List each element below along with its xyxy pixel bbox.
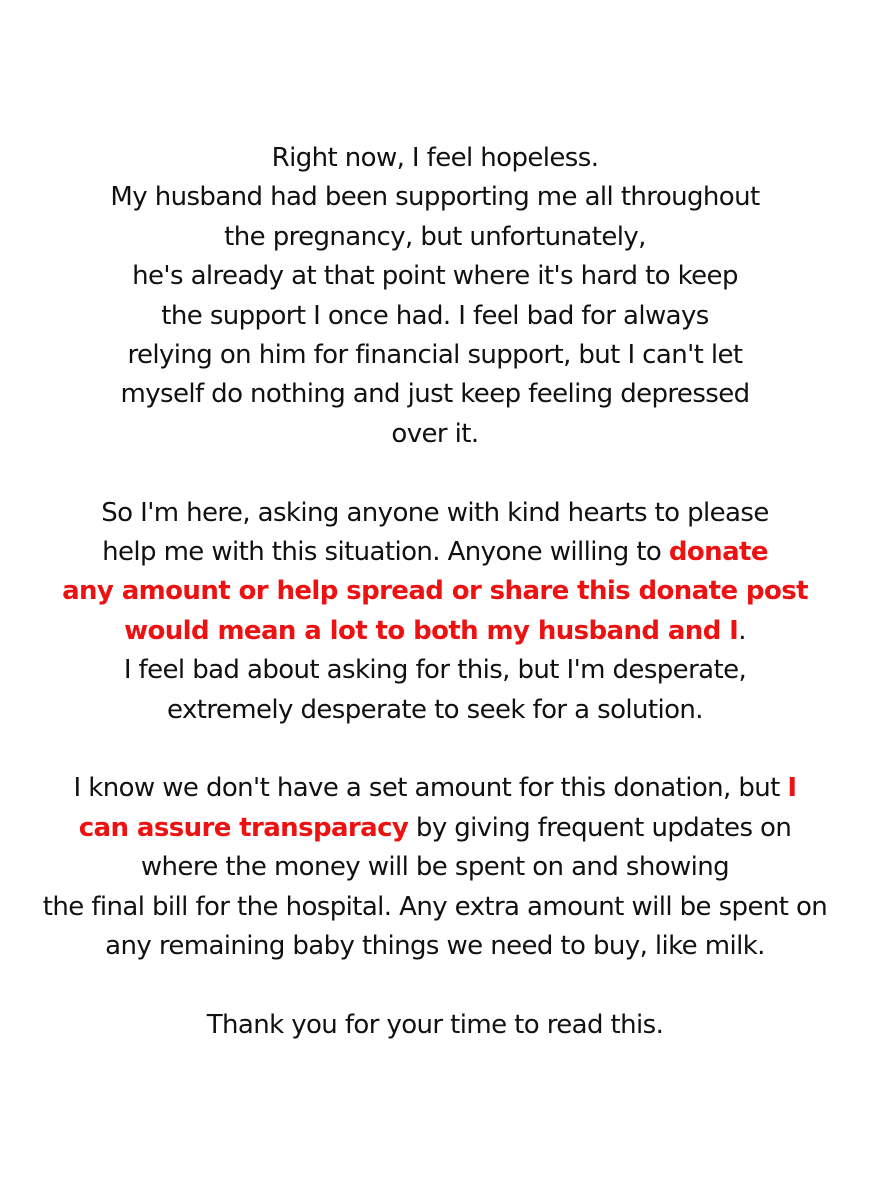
text-line: [0, 533, 870, 572]
text-line: [0, 415, 870, 454]
body-text: the support I once had. I feel bad for always: [161, 300, 709, 331]
text-line: [0, 178, 870, 217]
paragraph-3: [0, 769, 870, 966]
body-text: over it.: [391, 418, 479, 449]
message-text: [0, 139, 870, 1045]
body-text: he's already at that point where it's hard to keep: [132, 261, 738, 292]
highlighted-text: any amount or help spread or share this donate post: [62, 576, 808, 607]
text-line: [0, 297, 870, 336]
text-line: [0, 651, 870, 690]
highlighted-text: can assure transparacy: [78, 812, 409, 843]
highlighted-text: would mean a lot to both my husband and I: [124, 615, 739, 646]
body-text: where the money will be spent on and showing: [140, 852, 730, 883]
body-text: I feel bad about asking for this, but I'm desperate,: [123, 655, 747, 686]
text-line: [0, 218, 870, 257]
body-text: myself do nothing and just keep feeling depressed: [120, 379, 750, 410]
text-line: [0, 139, 870, 178]
text-line: [0, 927, 870, 966]
text-line: [0, 848, 870, 887]
paragraph-1: [0, 139, 870, 454]
highlighted-text: donate: [668, 537, 768, 568]
text-line: [0, 336, 870, 375]
text-line: [0, 888, 870, 927]
paragraph-gap: [0, 730, 870, 769]
text-line: [0, 572, 870, 611]
body-text: Right now, I feel hopeless.: [271, 143, 599, 173]
paragraph-2: [0, 494, 870, 730]
text-line: [0, 257, 870, 296]
text-line: [0, 375, 870, 414]
text-line: [0, 494, 870, 533]
body-text: Thank you for your time to read this.: [206, 1009, 664, 1040]
body-text: My husband had been supporting me all throughout: [110, 182, 760, 213]
text-line: [0, 809, 870, 848]
body-text: I know we don't have a set amount for this donation, but: [73, 773, 788, 804]
body-text: So I'm here, asking anyone with kind hearts to please: [101, 497, 769, 528]
text-line: [0, 691, 870, 730]
body-text: extremely desperate to seek for a solution.: [167, 694, 703, 725]
text-line: [0, 612, 870, 651]
highlighted-text: I: [787, 773, 797, 804]
body-text: relying on him for financial support, but I can't let: [127, 340, 743, 371]
body-text: help me with this situation. Anyone willing to: [102, 537, 669, 568]
body-text: the final bill for the hospital. Any extra amount will be spent on: [42, 891, 828, 922]
paragraph-gap: [0, 967, 870, 1006]
body-text: any remaining baby things we need to buy, like milk.: [105, 931, 765, 962]
text-line: [0, 769, 870, 808]
paragraph-gap: [0, 454, 870, 493]
paragraph-4: [0, 1006, 870, 1045]
text-line: [0, 1006, 870, 1045]
body-text: .: [738, 615, 746, 646]
body-text: by giving frequent updates on: [408, 812, 792, 843]
body-text: the pregnancy, but unfortunately,: [224, 221, 646, 252]
